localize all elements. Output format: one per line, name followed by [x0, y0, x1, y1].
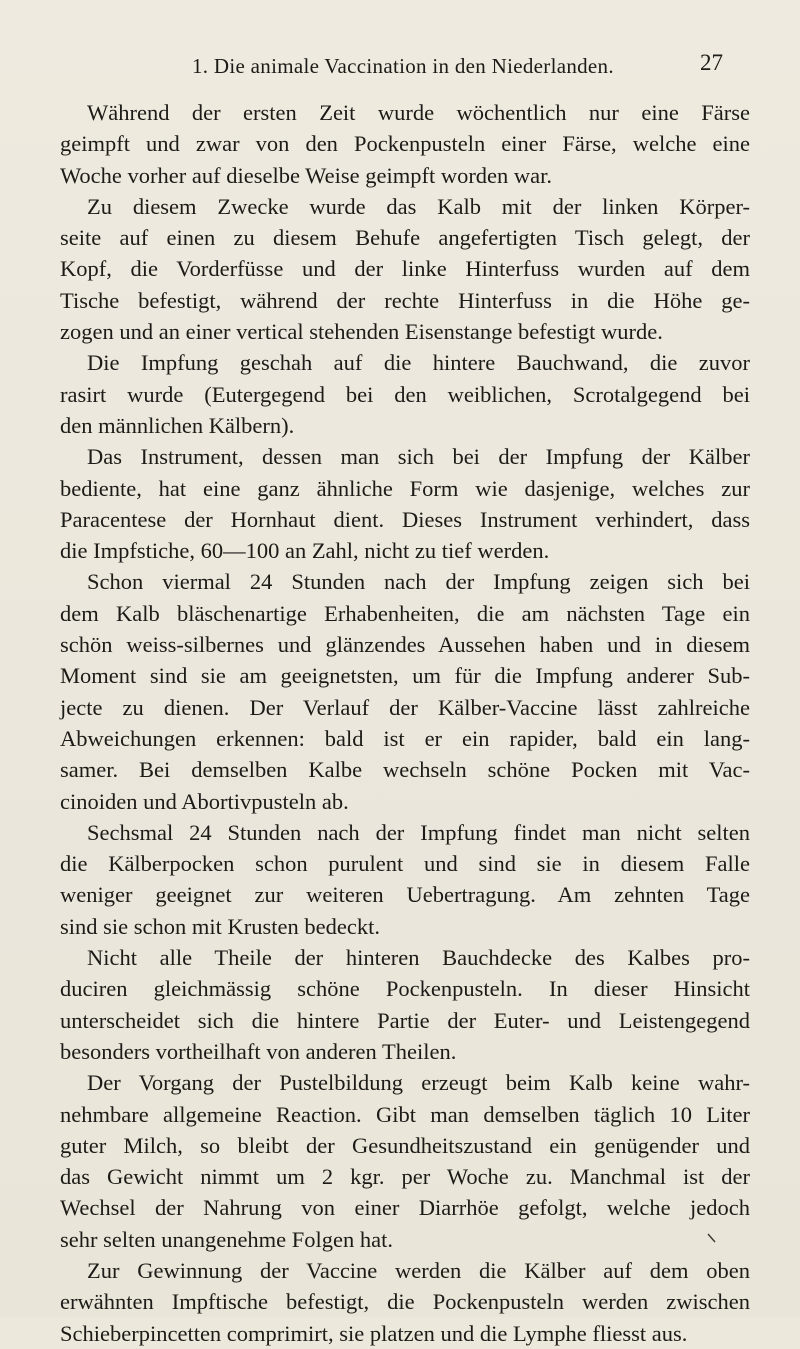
body-text	[60, 97, 750, 1349]
text-line: Paracentese der Hornhaut dient. Dieses Instrument verhindert, dass	[60, 506, 750, 532]
page-number: 27	[700, 50, 723, 75]
text-line: Kopf, die Vorderfüsse und der linke Hinterfuss wurden auf dem	[60, 256, 750, 282]
text-line: Zu diesem Zwecke wurde das Kalb mit der linken Körper-	[87, 193, 750, 219]
text-line: samer. Bei demselben Kalbe wechseln schöne Pocken mit Vac-	[60, 757, 750, 783]
text-line: guter Milch, so bleibt der Gesundheitszustand ein genügender und	[60, 1132, 750, 1158]
text-line: zogen und an einer vertical stehenden Eisenstange befestigt wurde.	[60, 319, 663, 345]
text-line: Schon viermal 24 Stunden nach der Impfung zeigen sich bei	[87, 569, 750, 595]
text-line: dem Kalb bläschenartige Erhabenheiten, die am nächsten Tage ein	[60, 600, 750, 626]
text-line: bediente, hat eine ganz ähnliche Form wie dasjenige, welches zur	[60, 475, 750, 501]
text-line: unterscheidet sich die hintere Partie der Euter- und Leistengegend	[60, 1007, 750, 1033]
text-line: den männlichen Kälbern).	[60, 412, 295, 438]
text-line: Woche vorher auf dieselbe Weise geimpft worden war.	[60, 162, 553, 188]
text-line: die Impfstiche, 60—100 an Zahl, nicht zu tief werden.	[60, 538, 550, 564]
text-line: jecte zu dienen. Der Verlauf der Kälber-Vaccine lässt zahlreiche	[60, 694, 750, 720]
ink-mark-icon	[706, 1232, 718, 1244]
text-line: sind sie schon mit Krusten bedeckt.	[60, 913, 380, 939]
text-line: weniger geeignet zur weiteren Uebertragung. Am zehnten Tage	[60, 882, 750, 908]
text-line: Zur Gewinnung der Vaccine werden die Kälber auf dem oben	[87, 1257, 750, 1283]
text-line: cinoiden und Abortivpusteln ab.	[60, 788, 349, 814]
text-line: Das Instrument, dessen man sich bei der Impfung der Kälber	[87, 444, 750, 470]
text-line: Wechsel der Nahrung von einer Diarrhöe gefolgt, welche jedoch	[60, 1195, 750, 1221]
running-head	[0, 50, 800, 84]
text-line: geimpft und zwar von den Pockenpusteln einer Färse, welche eine	[60, 131, 750, 157]
running-title: 1. Die animale Vaccination in den Niederlanden.	[192, 54, 614, 78]
text-line: Sechsmal 24 Stunden nach der Impfung findet man nicht selten	[87, 819, 750, 845]
text-line: erwähnten Impftische befestigt, die Pockenpusteln werden zwischen	[60, 1289, 750, 1315]
text-line: das Gewicht nimmt um 2 kgr. per Woche zu. Manchmal ist der	[60, 1164, 750, 1190]
text-line: besonders vortheilhaft von anderen Theilen.	[60, 1038, 457, 1064]
text-line: Schieberpincetten comprimirt, sie platzen und die Lymphe fliesst aus.	[60, 1320, 688, 1346]
text-line: Tische befestigt, während der rechte Hinterfuss in die Höhe ge-	[60, 287, 750, 313]
text-line: Der Vorgang der Pustelbildung erzeugt beim Kalb keine wahr-	[87, 1070, 750, 1096]
text-line: Während der ersten Zeit wurde wöchentlich nur eine Färse	[87, 100, 750, 125]
text-line: sehr selten unangenehme Folgen hat.	[60, 1226, 394, 1252]
text-line: die Kälberpocken schon purulent und sind sie in diesem Falle	[60, 851, 750, 877]
text-line: nehmbare allgemeine Reaction. Gibt man demselben täglich 10 Liter	[60, 1101, 750, 1127]
text-line: Moment sind sie am geeignetsten, um für die Impfung anderer Sub-	[60, 663, 750, 689]
text-line: rasirt wurde (Eutergegend bei den weiblichen, Scrotalgegend bei	[60, 381, 750, 407]
text-line: schön weiss-silbernes und glänzendes Aussehen haben und in diesem	[60, 632, 750, 658]
text-line: Nicht alle Theile der hinteren Bauchdecke des Kalbes pro-	[87, 945, 750, 971]
text-line: seite auf einen zu diesem Behufe angefertigten Tisch gelegt, der	[60, 225, 750, 251]
text-line: Abweichungen erkennen: bald ist er ein rapider, bald ein lang-	[60, 725, 750, 751]
text-line: duciren gleichmässig schöne Pockenpusteln. In dieser Hinsicht	[60, 976, 750, 1002]
text-line: Die Impfung geschah auf die hintere Bauchwand, die zuvor	[87, 350, 750, 376]
